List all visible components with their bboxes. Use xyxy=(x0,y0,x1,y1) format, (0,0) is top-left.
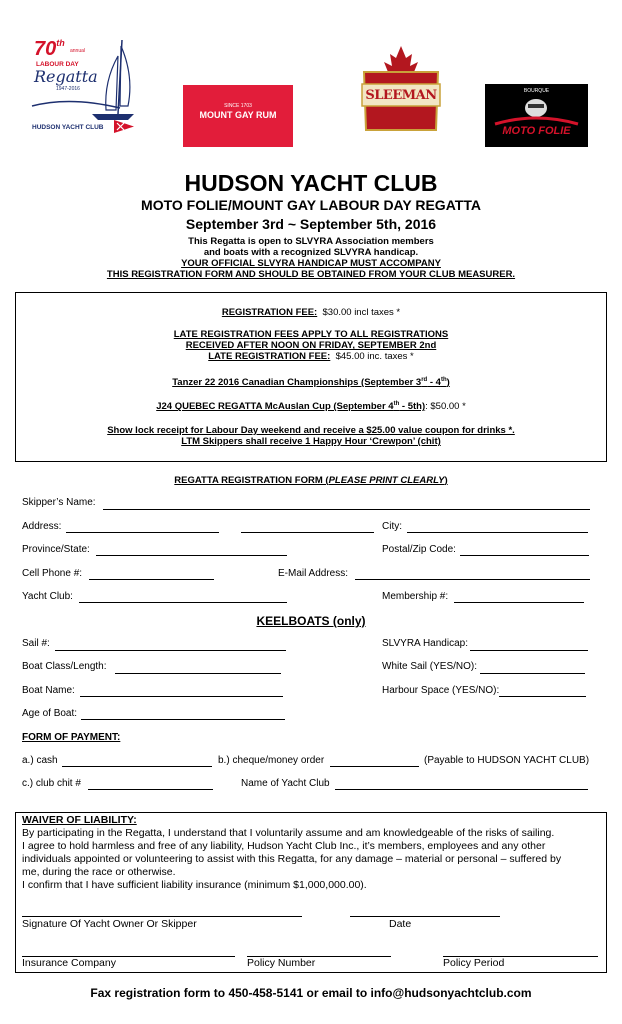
helmet-icon xyxy=(485,84,588,147)
waiver-title: WAIVER OF LIABILITY: xyxy=(22,814,137,826)
sleeman-logo xyxy=(360,44,442,134)
city-label: City: xyxy=(382,521,402,532)
page-subtitle: MOTO FOLIE/MOUNT GAY LABOUR DAY REGATTA xyxy=(141,197,481,213)
j24-sup: th xyxy=(393,401,400,407)
footer-text: Fax registration form to 450-458-5141 or email to info@hudsonyachtclub.com xyxy=(90,986,532,1000)
handicap-label: SLVYRA Handicap: xyxy=(382,638,468,649)
yacht-club-label: Yacht Club: xyxy=(22,591,73,602)
yacht-club-name-label: Name of Yacht Club xyxy=(241,778,330,789)
province-input[interactable] xyxy=(96,555,287,556)
tanzer-text-a: Tanzer 22 2016 Canadian Championships (September 3 xyxy=(172,377,422,389)
skipper-input[interactable] xyxy=(103,509,590,510)
intro-line-3: YOUR OFFICIAL SLVYRA HANDICAP MUST ACCOMPANY xyxy=(181,258,441,269)
keelboats-heading: KEELBOATS (only) xyxy=(256,614,366,628)
j24-text-b: - 5th) xyxy=(399,401,426,413)
white-sail-label: White Sail (YES/NO): xyxy=(382,661,478,672)
burgee-icon xyxy=(114,120,134,133)
handicap-input[interactable] xyxy=(470,650,588,651)
motofolie-top: BOURQUE xyxy=(523,88,550,94)
anniv-suffix: th xyxy=(56,38,65,48)
yacht-club-name-input[interactable] xyxy=(335,789,588,790)
province-label: Province/State: xyxy=(22,544,90,555)
date-label: Date xyxy=(389,918,412,930)
sail-input[interactable] xyxy=(55,650,286,651)
email-label: E-Mail Address: xyxy=(278,568,349,579)
intro-line-1: This Regatta is open to SLVYRA Association members xyxy=(188,236,434,247)
registration-fee-value: $30.00 incl taxes * xyxy=(322,307,401,318)
chit-label: c.) club chit # xyxy=(22,778,81,789)
city-input[interactable] xyxy=(407,532,588,533)
tanzer-sup-1: rd xyxy=(421,377,428,383)
j24-value: : $50.00 * xyxy=(425,401,466,413)
age-label: Age of Boat: xyxy=(22,708,78,719)
late-line-2: RECEIVED AFTER NOON ON FRIDAY, SEPTEMBER 2nd xyxy=(185,340,437,351)
waiver-p1: By participating in the Regatta, I understand that I voluntarily assume and am knowledgeable of the risks of sailing. xyxy=(22,827,555,839)
page-title: HUDSON YACHT CLUB xyxy=(184,170,438,196)
annual-label: annual xyxy=(70,48,86,54)
tanzer-text-b: - 4 xyxy=(427,377,441,389)
waiver-p4: me, during the race or otherwise. xyxy=(22,866,176,878)
lock-line-2: LTM Skippers shall receive 1 Happy Hour ‘Crewpon’ (chit) xyxy=(181,436,441,447)
motofolie-logo xyxy=(485,84,588,147)
signature-label: Signature Of Yacht Owner Or Skipper xyxy=(22,918,197,930)
insurance-label: Insurance Company xyxy=(22,957,116,969)
cheque-label: b.) cheque/money order xyxy=(218,755,325,766)
tanzer-sup-2: th xyxy=(440,377,447,383)
regatta-logo xyxy=(30,36,140,140)
membership-label: Membership #: xyxy=(382,591,449,602)
age-input[interactable] xyxy=(81,719,285,720)
harbour-input[interactable] xyxy=(499,696,586,697)
late-fee xyxy=(0,351,622,362)
lock-line-1: Show lock receipt for Labour Day weekend and receive a $25.00 value coupon for drinks *. xyxy=(107,425,515,436)
labour-day-label: LABOUR DAY xyxy=(36,61,79,68)
late-line-1: LATE REGISTRATION FEES APPLY TO ALL REGISTRATIONS xyxy=(173,329,449,340)
years-label: 1947-2016 xyxy=(56,86,80,92)
late-fee-label: LATE REGISTRATION FEE: xyxy=(208,351,331,362)
cell-input[interactable] xyxy=(89,579,214,580)
sleeman-name: SLEEMAN xyxy=(365,88,437,103)
tanzer-line xyxy=(0,377,622,388)
club-label: HUDSON YACHT CLUB xyxy=(32,124,104,131)
mountgay-since: SINCE 1703 xyxy=(224,103,252,109)
boat-name-input[interactable] xyxy=(80,696,283,697)
sail-label: Sail #: xyxy=(22,638,50,649)
policy-period-label: Policy Period xyxy=(443,957,505,969)
anniv-number: 70 xyxy=(34,38,57,60)
j24-line xyxy=(0,401,622,412)
waiver-p5: I confirm that I have sufficient liability insurance (minimum $1,000,000.00). xyxy=(22,879,367,891)
policy-number-label: Policy Number xyxy=(247,957,316,969)
chit-input[interactable] xyxy=(88,789,213,790)
cash-label: a.) cash xyxy=(22,755,58,766)
waiver-p3: individuals appointed or volunteering to assist with this Regatta, for any damage – material or personal – suffered by xyxy=(22,853,562,865)
registration-fee-label: REGISTRATION FEE: xyxy=(221,307,318,318)
boat-class-label: Boat Class/Length: xyxy=(22,661,107,672)
boat-name-label: Boat Name: xyxy=(22,685,75,696)
white-sail-input[interactable] xyxy=(480,673,585,674)
mountgay-logo xyxy=(183,85,293,147)
membership-input[interactable] xyxy=(454,602,584,603)
form-heading-b: PLEASE PRINT CLEARLY xyxy=(328,475,445,486)
intro-line-2: and boats with a recognized SLVYRA handicap. xyxy=(203,247,419,258)
motofolie-name: MOTO FOLIE xyxy=(502,125,571,137)
yacht-club-input[interactable] xyxy=(79,602,287,603)
form-heading-c: ) xyxy=(444,475,448,486)
payable-label: (Payable to HUDSON YACHT CLUB) xyxy=(424,755,590,766)
mountgay-name: MOUNT GAY RUM xyxy=(199,110,277,120)
waiver-p2: I agree to hold harmless and free of any liability, Hudson Yacht Club Inc., it’s members, employees and any other xyxy=(22,840,546,852)
intro-line-4: THIS REGISTRATION FORM AND SHOULD BE OBTAINED FROM YOUR CLUB MEASURER. xyxy=(106,269,516,280)
postal-input[interactable] xyxy=(460,555,589,556)
harbour-label: Harbour Space (YES/NO): xyxy=(382,685,500,696)
late-fee-value: $45.00 inc. taxes * xyxy=(335,351,414,362)
regatta-script: Regatta xyxy=(34,67,98,86)
date-input[interactable] xyxy=(350,916,500,917)
postal-label: Postal/Zip Code: xyxy=(382,544,456,555)
registration-fee xyxy=(0,307,622,318)
boat-class-input[interactable] xyxy=(115,673,281,674)
cash-input[interactable] xyxy=(62,766,212,767)
email-input[interactable] xyxy=(355,579,590,580)
event-dates: September 3rd ~ September 5th, 2016 xyxy=(185,216,437,232)
j24-text-a: J24 QUEBEC REGATTA McAuslan Cup (September 4 xyxy=(156,401,394,413)
payment-heading: FORM OF PAYMENT: xyxy=(22,732,121,743)
address-input-2[interactable] xyxy=(241,532,374,533)
tanzer-text-c: ) xyxy=(446,377,450,389)
address-input-1[interactable] xyxy=(66,532,219,533)
form-heading xyxy=(0,475,622,486)
form-heading-a: REGATTA REGISTRATION FORM ( xyxy=(174,475,329,486)
signature-input[interactable] xyxy=(22,916,302,917)
skipper-label: Skipper’s Name: xyxy=(22,497,96,508)
cheque-input[interactable] xyxy=(330,766,419,767)
address-label: Address: xyxy=(22,521,62,532)
cell-label: Cell Phone #: xyxy=(22,568,83,579)
